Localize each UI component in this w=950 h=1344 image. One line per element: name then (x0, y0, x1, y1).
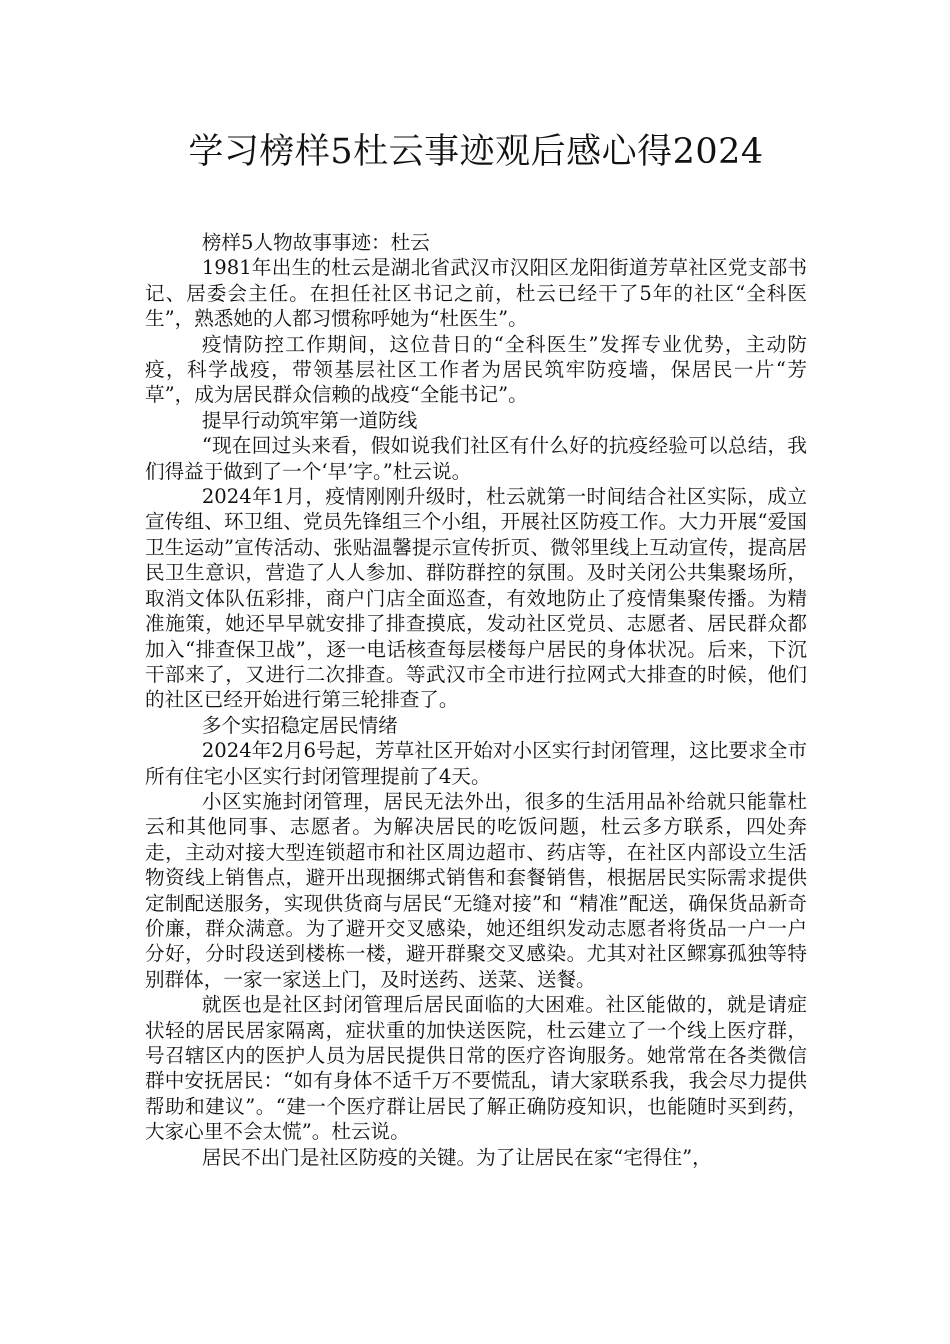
paragraph-biography: 1981年出生的杜云是湖北省武汉市汉阳区龙阳街道芳草社区党支部书记、居委会主任。在担任社区书记之前，杜云已经干了5年的社区“全科医生”，熟悉她的人都习惯称呼她为“杜医生”。 (145, 256, 807, 331)
paragraph-january-actions: 2024年1月，疫情刚刚升级时，杜云就第一时间结合社区实际，成立宣传组、环卫组、党员先锋组三个小组，开展社区防疫工作。大力开展“爱国卫生运动”宣传活动、张贴温馨提示宣传折页、微邻里线上互动宣传，提高居民卫生意识，营造了人人参加、群防群控的氛围。及时关闭公共集聚场所，取消文体队伍彩排，商户门店全面巡查，有效地防止了疫情集聚传播。为精准施策，她还早早就安排了排查摸底，发动社区党员、志愿者、居民群众都加入“排查保卫战”，逐一电话核查每层楼每户居民的身体状况。后来，下沉干部来了，又进行二次排查。等武汉市全市进行拉网式大排查的时候，他们的社区已经开始进行第三轮排查了。 (145, 485, 807, 712)
paragraph-summary: 疫情防控工作期间，这位昔日的“全科医生”发挥专业优势，主动防疫，科学战疫，带领基层社区工作者为居民筑牢防疫墙，保居民一片“芳草”，成为居民群众信赖的战疫“全能书记”。 (145, 332, 807, 407)
paragraph-intro-heading: 榜样5人物故事事迹：杜云 (201, 231, 430, 254)
section-heading-first-defense: 提早行动筑牢第一道防线 (201, 408, 418, 432)
paragraph-supplies: 小区实施封闭管理，居民无法外出，很多的生活用品补给就只能靠杜云和其他同事、志愿者。为解决居民的吃饭问题，杜云多方联系，四处奔走，主动对接大型连锁超市和社区周边超市、药店等，在社区内部设立生活物资线上销售点，避开出现捆绑式销售和套餐销售，根据居民实际需求提供定制配送服务，实现供货商与居民“无缝对接”和 “精准”配送，确保货品新奇价廉，群众满意。为了避开交叉感染，她还组织发动志愿者将货品一户一户分好，分时段送到楼栋一楼，避开群聚交叉感染。尤其对社区鳏寡孤独等特别群体，一家一家送上门，及时送药、送菜、送餐。 (145, 789, 807, 991)
document-body (145, 230, 807, 1170)
paragraph-medical: 就医也是社区封闭管理后居民面临的大困难。社区能做的，就是请症状轻的居民居家隔离，症状重的加快送医院，杜云建立了一个线上医疗群，号召辖区内的医护人员为居民提供日常的医疗咨询服务。她常常在各类微信群中安抚居民：“如有身体不适千万不要慌乱，请大家联系我，我会尽力提供帮助和建议”。“建一个医疗群让居民了解正确防疫知识，也能随时买到药，大家心里不会太慌”。杜云说。 (145, 993, 807, 1144)
paragraph-closed-management: 2024年2月6号起，芳草社区开始对小区实行封闭管理，这比要求全市所有住宅小区实行封闭管理提前了4天。 (145, 739, 807, 788)
paragraph-stay-home: 居民不出门是社区防疫的关键。为了让居民在家“宅得住”， (201, 1145, 712, 1169)
document-title: 学习榜样5杜云事迹观后感心得2024 (188, 132, 764, 172)
paragraph-quote-early: “现在回过头来看，假如说我们社区有什么好的抗疫经验可以总结，我们得益于做到了一个‘早’字。”杜云说。 (145, 434, 807, 483)
section-heading-stabilize: 多个实招稳定居民情绪 (201, 713, 398, 737)
